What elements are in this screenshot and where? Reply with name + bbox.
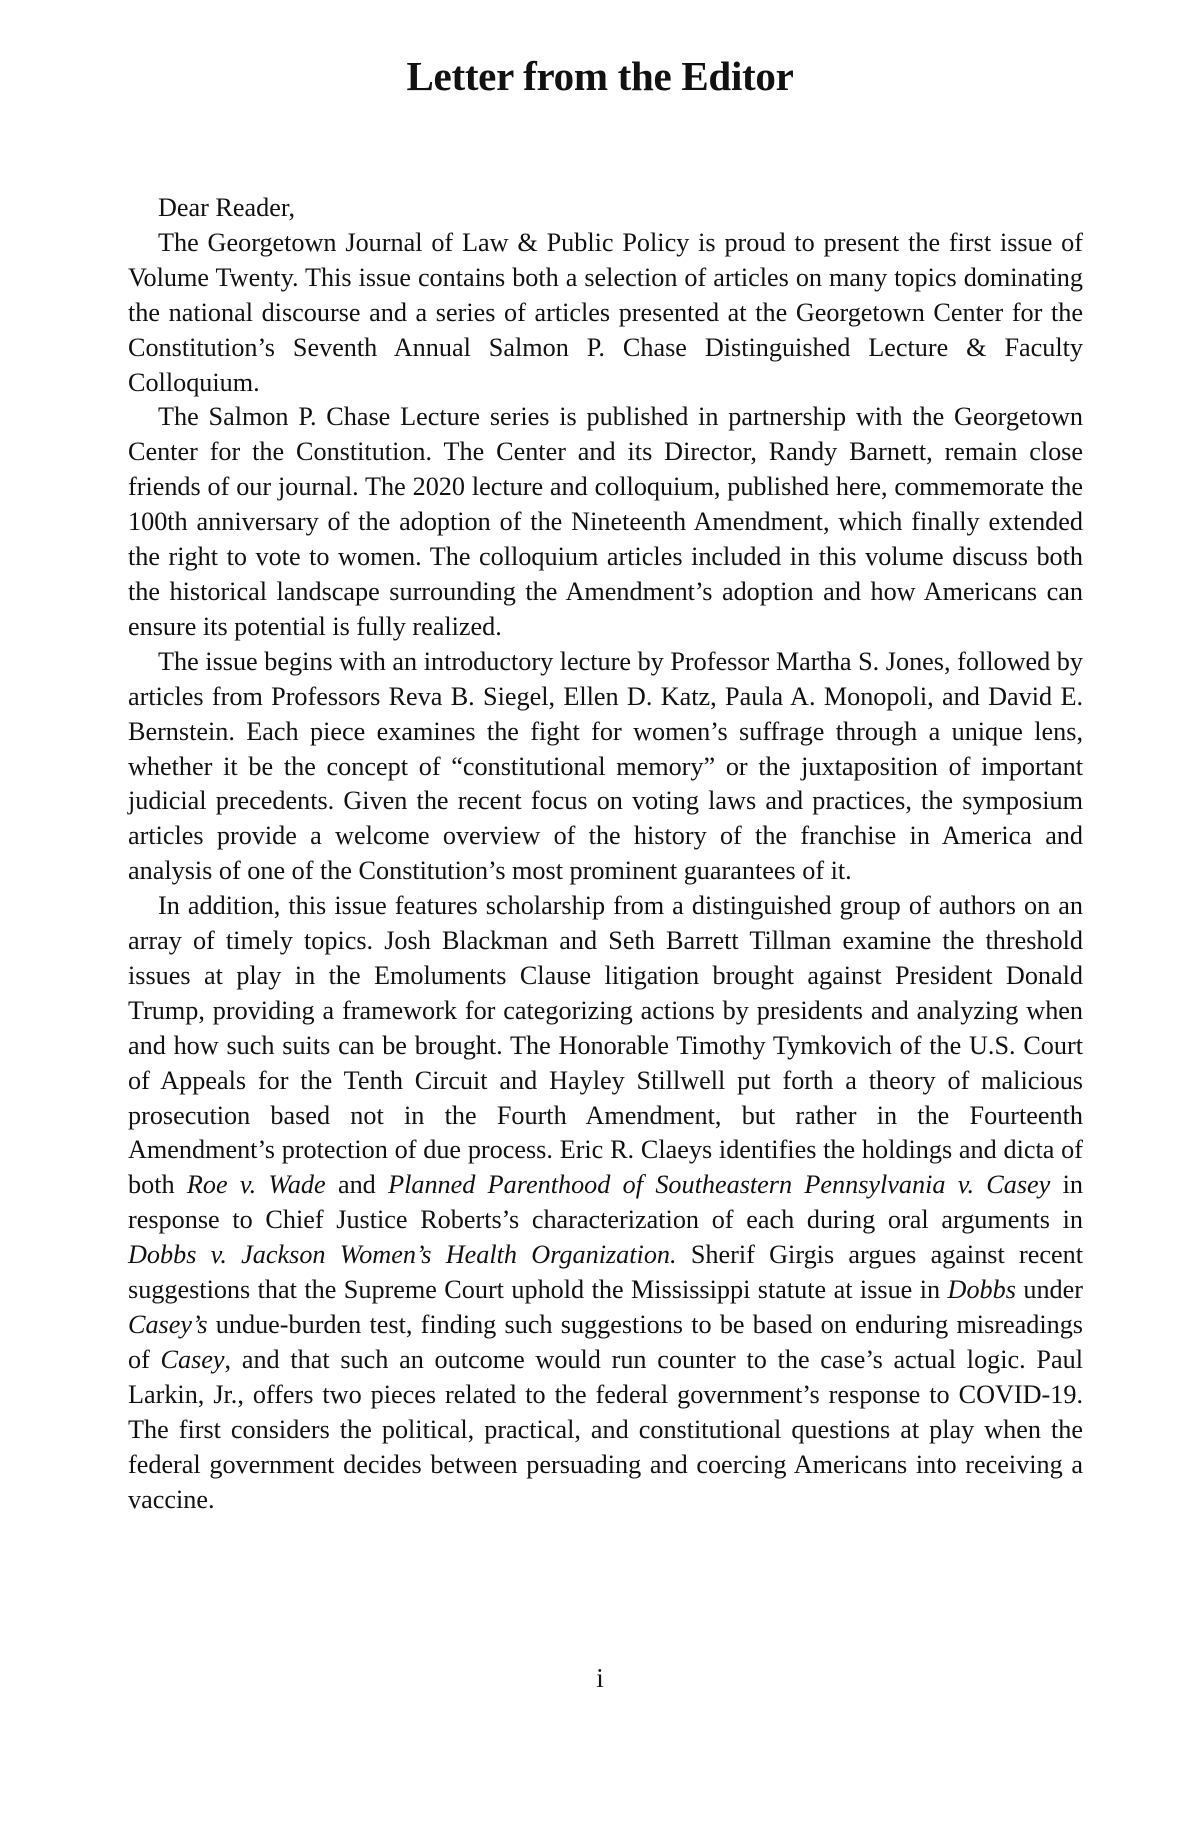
paragraph-intro: The Georgetown Journal of Law & Public Policy is proud to present the first issue of Volume Twenty. This issue contains both a selection of articles on many topics dominating the national discourse and a series of articles presented at the Georgetown Center for the Constitution’s Seventh Annual Salmon P. Chase Distinguished Lecture & Faculty Colloquium.	[128, 227, 1083, 397]
case-citation-dobbs-short: Dobbs	[947, 1275, 1016, 1305]
scholarship-text-7: , and that such an outcome would run counter to the case’s actual logic. Paul Larkin, Jr., offers two pieces related to the federal government’s response to COVID-19. The first considers the political, practical, and constitutional questions at play when the federal government decides between persuading and coercing Americans into receiving a vaccine.	[128, 1344, 1083, 1514]
salutation: Dear Reader,	[158, 193, 296, 222]
scholarship-text-6: undue-burden test, finding such suggestions to be based on enduring misreadings of	[128, 1310, 1083, 1374]
case-citation-dobbs: Dobbs v. Jackson Women’s Health Organization.	[128, 1240, 677, 1270]
scholarship-text-1: In addition, this issue features scholarship from a distinguished group of authors on an array of timely topics. Josh Blackman and Seth Barrett Tillman examine the threshold issues at play in the Emoluments Clause litigation brought against President Donald Trump, providing a framework for categorizing actions by presidents and analyzing when and how such suits can be brought. The Honorable Timothy Tymkovich of the U.S. Court of Appeals for the Tenth Circuit and Hayley Stillwell put forth a theory of malicious prosecution based not in the Fourth Amendment, but rather in the Fourteenth Amendment’s protection of due process. Eric R. Claeys identifies the holdings and dicta of both	[128, 891, 1083, 1200]
case-citation-casey: Planned Parenthood of Southeastern Pennsylvania v. Casey	[388, 1170, 1051, 1200]
paragraph-chase-lecture: The Salmon P. Chase Lecture series is published in partnership with the Georgetown Center for the Constitution. The Center and its Director, Randy Barnett, remain close friends of our journal. The 2020 lecture and colloquium, published here, commemorate the 100th anniversary of the adoption of the Nineteenth Amendment, which finally extended the right to vote to women. The colloquium articles included in this volume discuss both the historical landscape surrounding the Amendment’s adoption and how Americans can ensure its potential is fully realized.	[128, 402, 1083, 641]
scholarship-text-3: in response to Chief Justice Roberts’s characterization of each during oral arguments in	[128, 1170, 1083, 1235]
scholarship-text-4: Sherif Girgis argues against recent suggestions that the Supreme Court uphold the Mississippi statute at issue in	[128, 1240, 1083, 1305]
paragraph-symposium: The issue begins with an introductory lecture by Professor Martha S. Jones, followed by articles from Professors Reva B. Siegel, Ellen D. Katz, Paula A. Monopoli, and David E. Bernstein. Each piece examines the fight for women’s suffrage through a unique lens, whether it be the concept of “constitutional memory” or the juxtaposition of important judicial precedents. Given the recent focus on voting laws and practices, the symposium articles provide a welcome overview of the history of the franchise in America and analysis of one of the Constitution’s most prominent guarantees of it.	[128, 646, 1083, 886]
page-number: i	[596, 1663, 604, 1693]
case-citation-roe: Roe v. Wade	[186, 1170, 326, 1200]
scholarship-text-5: under	[1015, 1275, 1083, 1305]
letter-body	[128, 191, 1083, 1517]
page-title: Letter from the Editor	[406, 53, 794, 99]
scholarship-text-2: and	[325, 1170, 389, 1200]
paragraph-scholarship	[128, 889, 1083, 1517]
case-citation-caseys: Casey’s	[128, 1310, 208, 1339]
case-citation-casey-short: Casey	[160, 1344, 225, 1374]
